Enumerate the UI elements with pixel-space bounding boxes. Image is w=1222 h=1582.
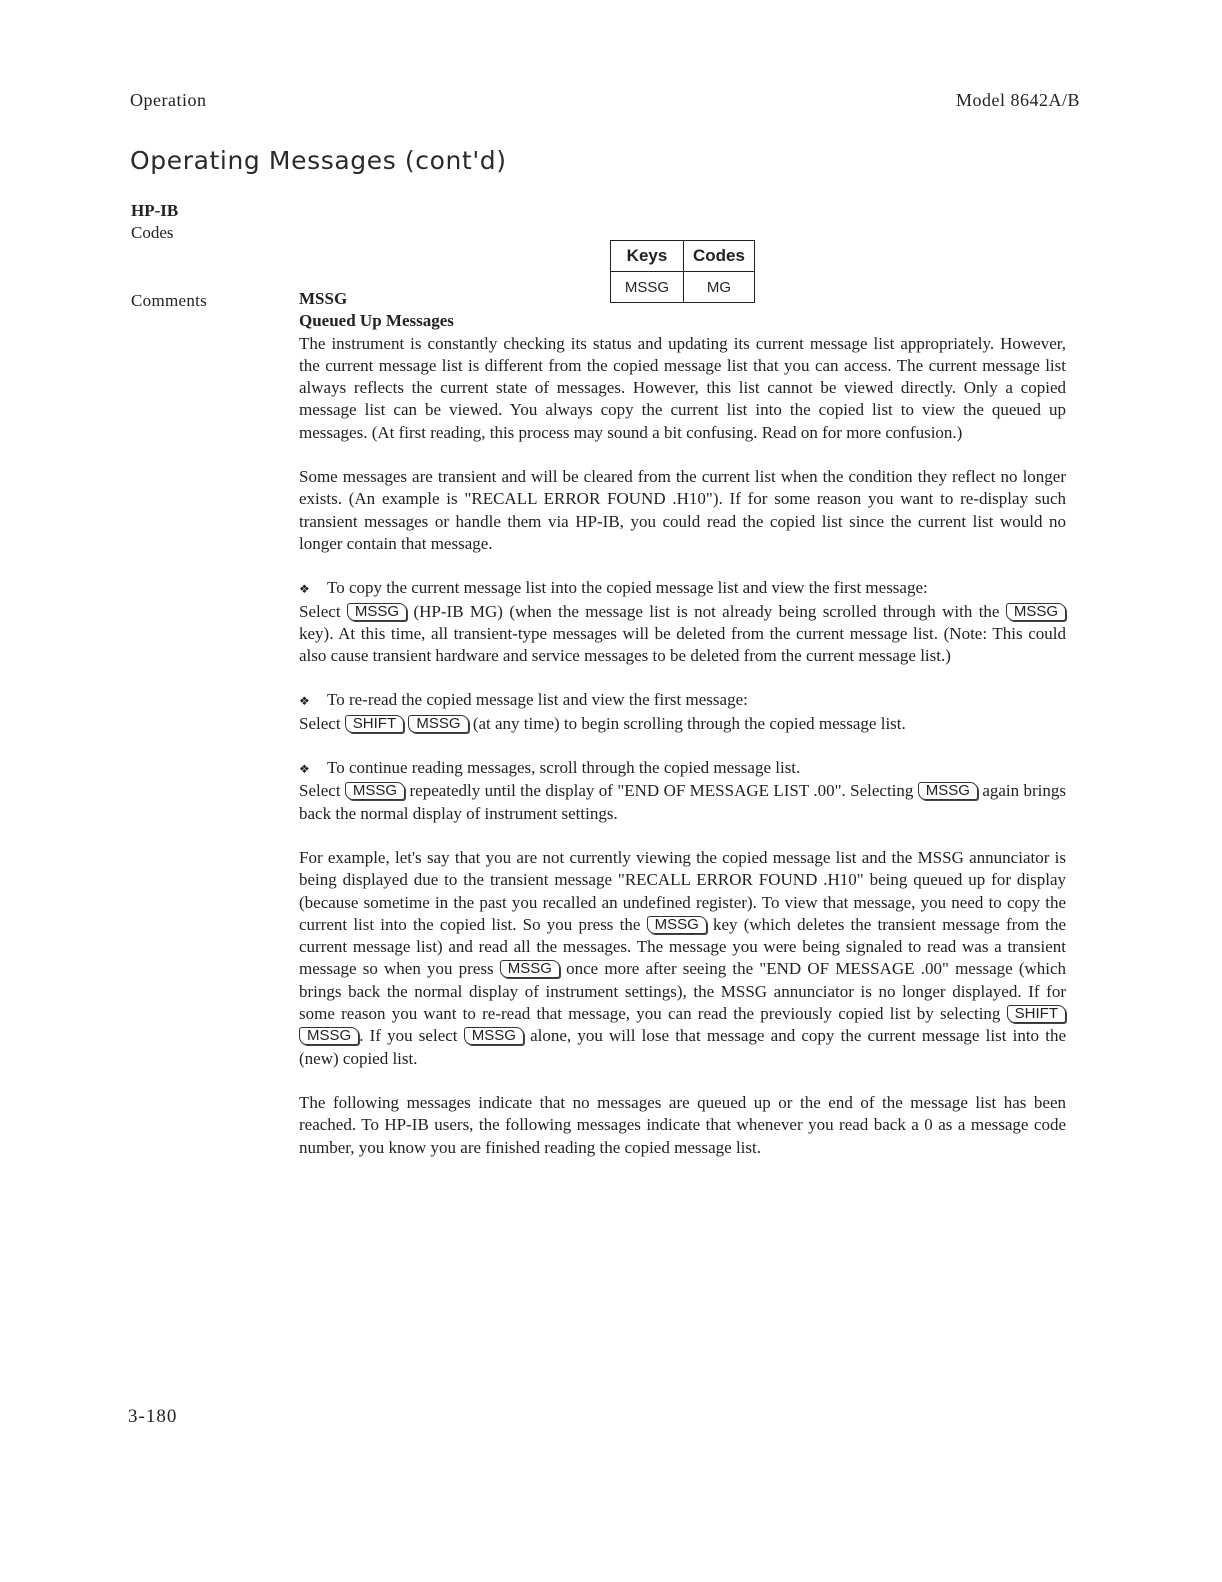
sidebar-hpib-label: HP-IB	[131, 201, 179, 220]
bullet-icon: ❖	[299, 582, 310, 597]
text-fragment: For example, let's say that you are not currently viewing the copied message list and the MSSG annunciator is being displayed due to the transient message "RECALL ERROR FOUND .H10" being queued up for display (because sometime in the past you recalled an undefined register). To view that message, you need to copy the current list into the copied list. So you press the	[299, 847, 1066, 934]
sidebar-comments-label: Comments	[131, 291, 208, 310]
bullet-lead: To re-read the copied message list and view the first message:	[327, 690, 748, 710]
paragraph-example	[299, 847, 1066, 1070]
text-fragment: repeatedly until the display of "END OF MESSAGE LIST .00". Selecting	[409, 781, 914, 801]
table-cell-code: MG	[684, 272, 755, 303]
table-header-keys: Keys	[611, 241, 684, 272]
bullet-continue-reading	[299, 757, 1066, 825]
text-fragment: Select	[299, 601, 341, 621]
header-model-label: Model 8642A/B	[955, 90, 1080, 110]
text-fragment: key (which deletes the transient message from the current message list) and read all the messages. The message you were being signaled to read was a transient message so when you press	[299, 914, 1067, 979]
bullet-icon: ❖	[299, 694, 310, 709]
mssg-key: MSSG	[464, 1027, 524, 1045]
mssg-key: MSSG	[500, 960, 560, 978]
sidebar-codes-label: Codes	[131, 223, 174, 242]
main-content	[299, 288, 1066, 1159]
paragraph-transient: Some messages are transient and will be cleared from the current list when the condition they reflect no longer exists. (An example is "RECALL ERROR FOUND .H10"). If for some reason you want to re-display such transient messages or handle them via HP-IB, you could read the copied list since the current list would no longer contain that message.	[299, 467, 1066, 553]
mssg-key: MSSG	[647, 916, 707, 934]
section-subtitle: Queued Up Messages	[299, 311, 454, 331]
text-fragment: again brings back the normal display of instrument settings.	[299, 781, 1067, 823]
table-header-codes: Codes	[684, 241, 755, 272]
page-title: Operating Messages (cont'd)	[130, 146, 507, 175]
bullet-lead: To continue reading messages, scroll through the copied message list.	[327, 758, 801, 778]
text-fragment: once more after seeing the "END OF MESSAGE .00" message (which brings back the normal display of instrument settings), the MSSG annunciator is no longer displayed. If for some reason you want to re-read that message, you can read the previously copied list by selecting	[299, 959, 1067, 1024]
text-fragment: (HP-IB MG) (when the message list is not already being scrolled through with the	[413, 601, 1000, 621]
section-name: MSSG	[299, 289, 348, 308]
mssg-key: MSSG	[345, 782, 405, 800]
bullet-copy-list	[299, 577, 1066, 667]
text-fragment: key). At this time, all transient-type messages will be deleted from the current message list. (Note: This could also cause transient hardware and service messages to be deleted from the current message list.)	[299, 623, 1066, 666]
paragraph-intro: The instrument is constantly checking its status and updating its current message list appropriately. However, the current message list is different from the copied message list that you can access. The current message list always reflects the current state of messages. However, this list cannot be viewed directly. Only a copied message list can be viewed. You always copy the current list into the copied list to view the queued up messages. (At first reading, this process may sound a bit confusing. Read on for more confusion.)	[299, 333, 1066, 442]
text-fragment: (at any time) to begin scrolling through the copied message list.	[472, 713, 906, 733]
header-section-label: Operation	[130, 90, 207, 110]
mssg-key: MSSG	[1006, 603, 1066, 621]
text-fragment: . If you select	[359, 1026, 458, 1046]
page-number: 3-180	[128, 1406, 178, 1427]
shift-key: SHIFT	[345, 715, 404, 733]
bullet-lead: To copy the current message list into the copied message list and view the first message:	[327, 578, 928, 598]
mssg-key: MSSG	[408, 715, 468, 733]
paragraph-end-of-list: The following messages indicate that no messages are queued up or the end of the message list has been reached. To HP-IB users, the following messages indicate that whenever you read back a 0 as a message code number, you know you are finished reading the copied message list.	[299, 1092, 1066, 1157]
text-fragment: Select	[299, 781, 341, 801]
bullet-icon: ❖	[299, 762, 310, 777]
table-cell-key: MSSG	[611, 272, 684, 303]
mssg-key: MSSG	[299, 1027, 359, 1045]
text-fragment: Select	[299, 713, 341, 733]
bullet-reread-list	[299, 689, 1066, 735]
mssg-key: MSSG	[347, 603, 407, 621]
mssg-key: MSSG	[918, 782, 978, 800]
shift-key: SHIFT	[1007, 1005, 1066, 1023]
text-fragment: alone, you will lose that message and copy the current message list into the (new) copied list.	[299, 1026, 1067, 1068]
